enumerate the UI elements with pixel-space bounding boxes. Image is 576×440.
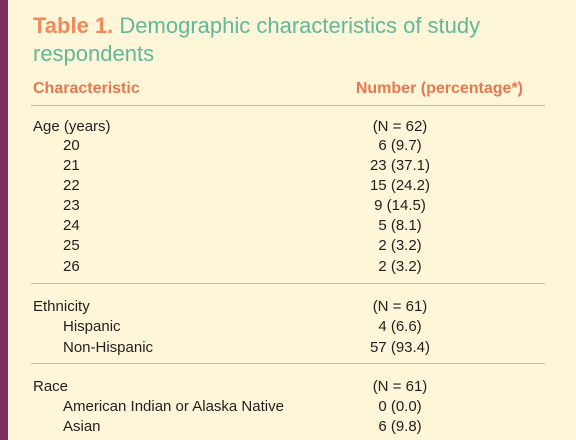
row-value: 6 (9.7) <box>378 137 422 154</box>
section-label: Ethnicity <box>33 298 90 315</box>
row-value: 5 (8.1) <box>378 217 422 234</box>
header-rule <box>31 105 545 106</box>
row-label: 25 <box>63 237 80 254</box>
table-row <box>33 317 513 337</box>
row-label: 23 <box>63 197 80 214</box>
section-divider <box>31 283 545 284</box>
table-row <box>33 156 513 176</box>
section-divider <box>31 363 545 364</box>
table-row <box>33 397 513 417</box>
table-row <box>33 216 513 236</box>
section-label: Age (years) <box>33 118 111 135</box>
row-label: 20 <box>63 137 80 154</box>
header-characteristic: Characteristic <box>33 80 140 97</box>
row-value: 4 (6.6) <box>378 318 422 335</box>
row-label: Non-Hispanic <box>63 339 154 356</box>
row-label: 22 <box>63 177 80 194</box>
section-row-age <box>33 117 513 137</box>
row-value: 2 (3.2) <box>378 237 422 254</box>
left-accent-bar <box>0 0 8 440</box>
section-n: (N = 61) <box>372 298 428 315</box>
row-label: 21 <box>63 157 80 174</box>
row-label: 26 <box>63 258 80 275</box>
table-header <box>33 80 545 102</box>
table-row <box>33 196 513 216</box>
section-n: (N = 62) <box>372 118 428 135</box>
table-row <box>33 176 513 196</box>
table-row <box>33 236 513 256</box>
table-row <box>33 417 513 437</box>
row-value: 0 (0.0) <box>378 398 422 415</box>
table-caption: Demographic characteristics of study respondents <box>33 13 481 66</box>
row-label: American Indian or Alaska Native <box>63 398 284 415</box>
row-value: 6 (9.8) <box>378 418 422 435</box>
row-value: 23 (37.1) <box>369 157 431 174</box>
table-title <box>33 12 553 68</box>
table-row <box>33 136 513 156</box>
row-value: 9 (14.5) <box>374 197 426 214</box>
row-label: Hispanic <box>63 318 121 335</box>
section-label: Race <box>33 378 69 395</box>
section-n: (N = 61) <box>372 378 428 395</box>
row-value: 15 (24.2) <box>369 177 431 194</box>
row-value: 57 (93.4) <box>369 339 431 356</box>
section-row-race <box>33 377 513 397</box>
header-number: Number (percentage*) <box>355 80 523 97</box>
section-row-ethnicity <box>33 297 513 317</box>
table-row <box>33 338 513 358</box>
row-label: Asian <box>63 418 101 435</box>
table-number: Table 1. <box>33 13 114 38</box>
row-label: 24 <box>63 217 80 234</box>
table-row <box>33 257 513 277</box>
row-value: 2 (3.2) <box>378 258 422 275</box>
